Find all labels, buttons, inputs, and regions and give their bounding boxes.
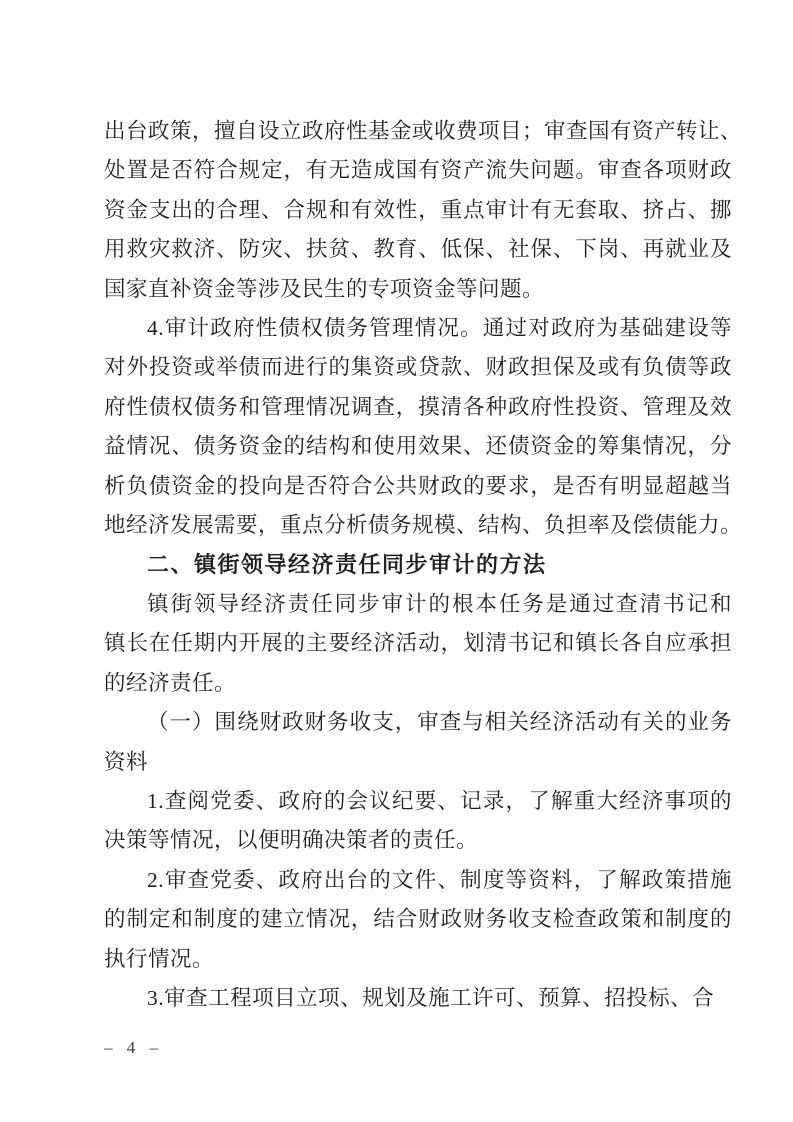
text-line: 执行情况。 xyxy=(104,946,215,971)
text-line: 府性债权债务和管理情况调查，摸清各种政府性投资、管理及效 xyxy=(104,394,732,419)
document-body xyxy=(104,112,743,1018)
text-line: 资金支出的合理、合规和有效性，重点审计有无套取、挤占、挪 xyxy=(104,197,732,222)
paragraph xyxy=(104,309,743,545)
text-line: 国家直补资金等涉及民生的专项资金等问题。 xyxy=(104,276,545,301)
text-line: 1.查阅党委、政府的会议纪要、记录，了解重大经济事项的 xyxy=(147,788,732,813)
text-line: 资料 xyxy=(104,749,149,774)
paragraph xyxy=(104,703,732,782)
text-line: 出台政策，擅自设立政府性基金或收费项目；审查国有资产转让、 xyxy=(104,119,743,143)
text-line: 对外投资或举债而进行的集资或贷款、财政担保及或有负债等政 xyxy=(104,355,732,380)
text-line: 决策等情况，以便明确决策者的责任。 xyxy=(104,828,479,853)
text-line: 益情况、债务资金的结构和使用效果、还债资金的筹集情况，分 xyxy=(104,434,732,459)
section-heading xyxy=(104,545,732,584)
text-line: 处置是否符合规定，有无造成国有资产流失问题。审查各项财政 xyxy=(104,158,732,183)
paragraph xyxy=(104,861,732,979)
paragraph xyxy=(104,585,732,703)
section-heading-text: 二、镇街领导经济责任同步审计的方法 xyxy=(147,552,547,578)
paragraph xyxy=(104,782,732,861)
text-line: 析负债资金的投向是否符合公共财政的要求，是否有明显超越当 xyxy=(104,473,732,498)
text-line: 3.审查工程项目立项、规划及施工许可、预算、招投标、合 xyxy=(147,985,715,1010)
page-number: – 4 – xyxy=(104,1038,163,1057)
text-line: 的制定和制度的建立情况，结合财政财务收支检查政策和制度的 xyxy=(104,907,732,932)
text-line: （一）围绕财政财务收支，审查与相关经济活动有关的业务 xyxy=(147,710,732,735)
text-line: 地经济发展需要，重点分析债务规模、结构、负担率及偿债能力。 xyxy=(104,513,743,538)
text-line: 镇长在任期内开展的主要经济活动，划清书记和镇长各自应承担 xyxy=(104,631,732,656)
text-line: 用救灾救济、防灾、扶贫、教育、低保、社保、下岗、再就业及 xyxy=(104,237,732,262)
text-line: 2.审查党委、政府出台的文件、制度等资料，了解政策措施 xyxy=(147,867,732,892)
paragraph xyxy=(104,979,732,1018)
paragraph xyxy=(104,112,743,309)
text-line: 4.审计政府性债权债务管理情况。通过对政府为基础建设等 xyxy=(147,316,732,341)
text-line: 镇街领导经济责任同步审计的根本任务是通过查清书记和 xyxy=(147,591,732,616)
text-line: 的经济责任。 xyxy=(104,670,237,695)
